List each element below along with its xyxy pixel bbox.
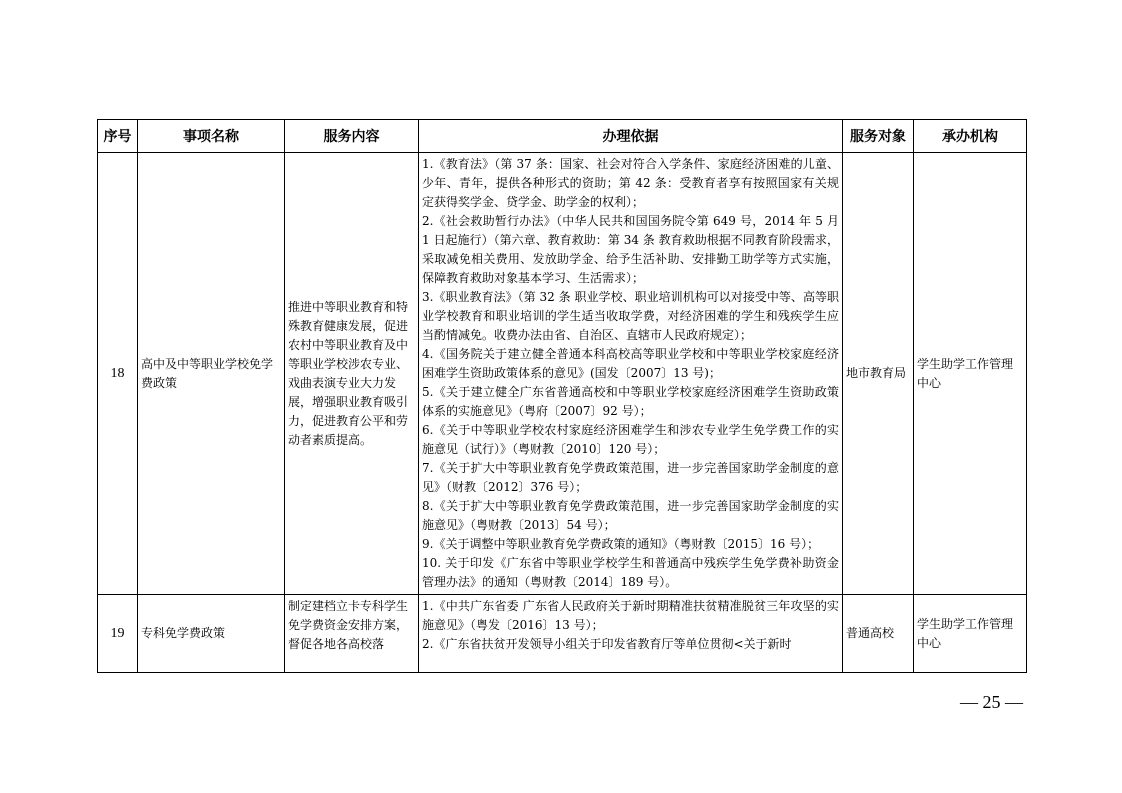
basis-item: 8.《关于扩大中等职业教育免学费政策范围，进一步完善国家助学金制度的实施意见》（粤财教〔2013〕54 号）；	[422, 499, 839, 532]
basis-item: 1.《教育法》（第 37 条：国家、社会对符合入学条件、家庭经济困难的儿童、少年、青年，提供各种形式的资助；第 42 条：受教育者享有按照国家有关规定获得奖学金、贷学金、助学金的权利）；	[422, 157, 839, 209]
row-item-name: 专科免学费政策	[138, 595, 285, 673]
row-service-content	[285, 595, 419, 673]
header-target: 服务对象	[843, 120, 914, 153]
basis-item: 10. 关于印发《广东省中等职业学校学生和普通高中残疾学生免学费补助资金管理办法》的通知（粤财教〔2014〕189 号）。	[422, 556, 839, 589]
header-name: 事项名称	[138, 120, 285, 153]
basis-item: 3.《职业教育法》（第 32 条 职业学校、职业培训机构可以对接受中等、高等职业学校教育和职业培训的学生适当收取学费，对经济困难的学生和残疾学生应当酌情减免。收费办法由省、自治区、直辖市人民政府规定）；	[422, 290, 839, 342]
row-basis	[419, 153, 843, 595]
row-seq: 19	[98, 595, 138, 673]
row-seq: 18	[98, 153, 138, 595]
header-agency: 承办机构	[914, 120, 1027, 153]
basis-clip	[422, 597, 839, 670]
row-basis	[419, 595, 843, 673]
row-service-target: 普通高校	[843, 595, 914, 673]
basis-item: 6.《关于中等职业学校农村家庭经济困难学生和涉农专业学生免学费工作的实施意见（试行）》（粤财教〔2010〕120 号）；	[422, 423, 839, 456]
header-basis: 办理依据	[419, 120, 843, 153]
table-header-row	[98, 120, 1027, 153]
basis-item: 2.《广东省扶贫开发领导小组关于印发省教育厅等单位贯彻<关于新时	[422, 637, 792, 651]
service-content-text: 制定建档立卡专科学生免学费资金安排方案，督促各地各高校落	[288, 599, 409, 651]
table-row	[98, 595, 1027, 673]
row-agency: 学生助学工作管理中心	[914, 153, 1027, 595]
row-agency: 学生助学工作管理中心	[914, 595, 1027, 673]
basis-item: 2.《社会救助暂行办法》（中华人民共和国国务院令第 649 号，2014 年 5 月 1 日起施行）（第六章、教育救助：第 34 条 教育救助根据不同教育阶段需求，采取减免相关费用、发放助学金、给予生活补助、安排勤工助学等方式实施，保障教育救助对象基本学习、生活需求）；	[422, 214, 839, 285]
header-seq: 序号	[98, 120, 138, 153]
row-item-name: 高中及中等职业学校免学费政策	[138, 153, 285, 595]
basis-item: 7.《关于扩大中等职业教育免学费政策范围，进一步完善国家助学金制度的意见》（财教〔2012〕376 号）；	[422, 461, 839, 494]
policy-table	[97, 119, 1027, 673]
basis-item: 1.《中共广东省委 广东省人民政府关于新时期精准扶贫精准脱贫三年攻坚的实施意见》（粤发〔2016〕13 号）；	[422, 599, 839, 632]
table-row	[98, 153, 1027, 595]
row-service-content: 推进中等职业教育和特殊教育健康发展，促进农村中等职业教育及中等职业学校涉农专业、戏曲表演专业大力发展，增强职业教育吸引力，促进教育公平和劳动者素质提高。	[285, 153, 419, 595]
row-service-target: 地市教育局	[843, 153, 914, 595]
header-content: 服务内容	[285, 120, 419, 153]
basis-item: 5.《关于建立健全广东省普通高校和中等职业学校家庭经济困难学生资助政策体系的实施意见》（粤府〔2007〕92 号）；	[422, 385, 839, 418]
basis-item: 4.《国务院关于建立健全普通本科高校高等职业学校和中等职业学校家庭经济困难学生资助政策体系的意见》(国发〔2007〕13 号)；	[422, 347, 839, 380]
basis-item: 9.《关于调整中等职业教育免学费政策的通知》（粤财教〔2015〕16 号）；	[422, 537, 820, 551]
page-number: — 25 —	[960, 692, 1023, 712]
